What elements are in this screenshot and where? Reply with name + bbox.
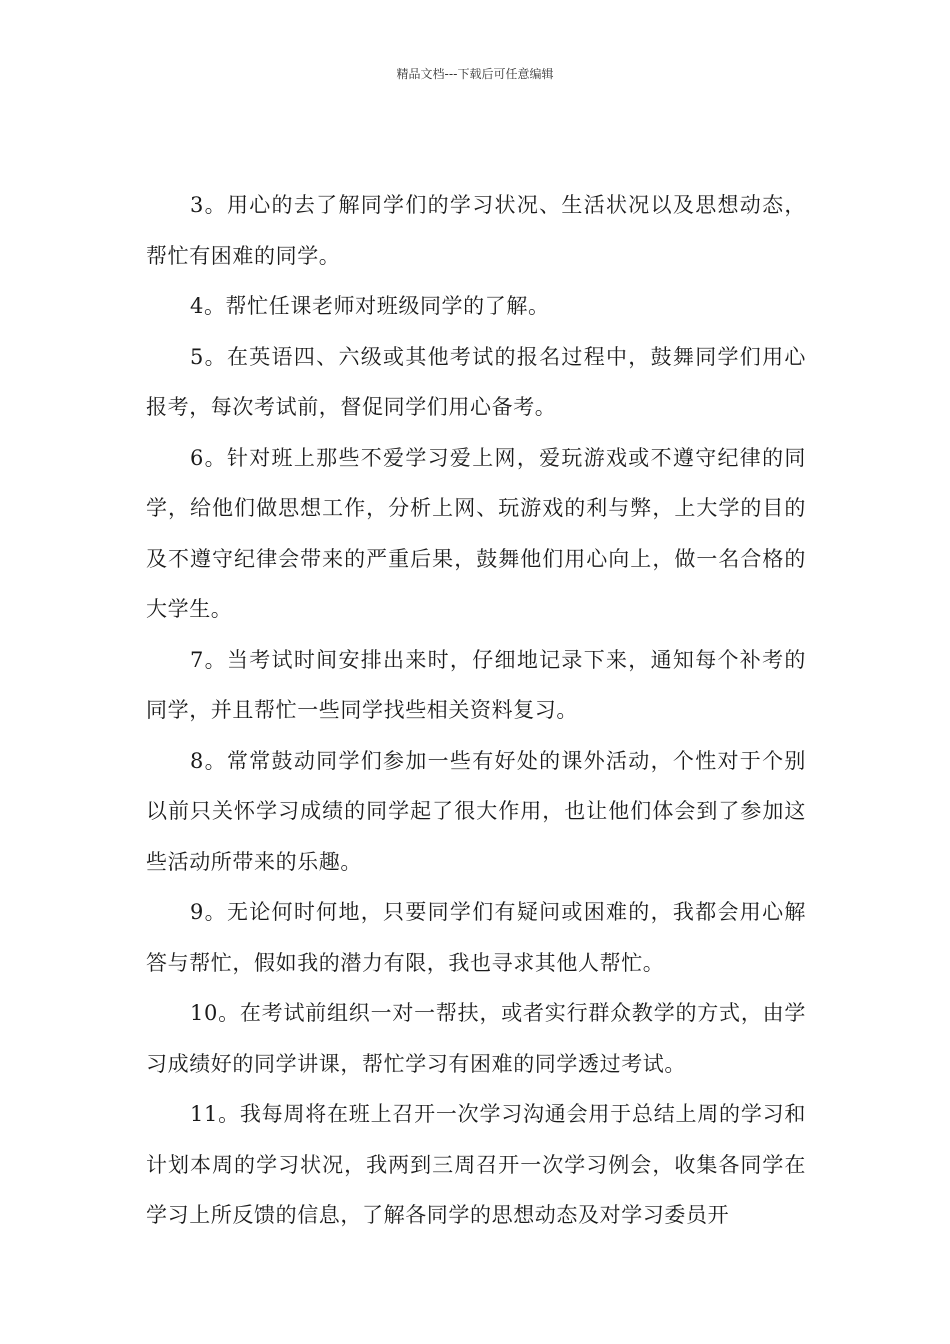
page-header: 精品文档---下载后可任意编辑 (396, 67, 554, 81)
paragraph-item-8: 8。常常鼓动同学们参加一些有好处的课外活动，个性对于个别以前只关怀学习成绩的同学起了很大作用，也让他们体会到了参加这些活动所带来的乐趣。 (146, 748, 806, 874)
paragraph-item-4: 4。帮忙任课老师对班级同学的了解。 (190, 294, 550, 318)
paragraph-item-7: 7。当考试时间安排出来时，仔细地记录下来，通知每个补考的同学，并且帮忙一些同学找些相关资料复习。 (146, 647, 806, 722)
paragraph-item-10: 10。在考试前组织一对一帮扶，或者实行群众教学的方式，由学习成绩好的同学讲课，帮忙学习有困难的同学透过考试。 (146, 1001, 806, 1076)
paragraph-item-11: 11。我每周将在班上召开一次学习沟通会用于总结上周的学习和计划本周的学习状况，我两到三周召开一次学习例会，收集各同学在学习上所反馈的信息，了解各同学的思想动态及对学习委员开 (146, 1102, 806, 1227)
paragraph-item-5: 5。在英语四、六级或其他考试的报名过程中，鼓舞同学们用心报考，每次考试前，督促同学们用心备考。 (146, 344, 806, 419)
paragraph-item-3: 3。用心的去了解同学们的学习状况、生活状况以及思想动态，帮忙有困难的同学。 (146, 193, 806, 268)
document-body (146, 180, 806, 1241)
paragraph-item-6: 6。针对班上那些不爱学习爱上网，爱玩游戏或不遵守纪律的同学，给他们做思想工作，分析上网、玩游戏的利与弊，上大学的目的及不遵守纪律会带来的严重后果，鼓舞他们用心向上，做一名合格的大学生。 (146, 445, 806, 621)
paragraph-item-9: 9。无论何时何地，只要同学们有疑问或困难的，我都会用心解答与帮忙，假如我的潜力有限，我也寻求其他人帮忙。 (146, 900, 806, 975)
